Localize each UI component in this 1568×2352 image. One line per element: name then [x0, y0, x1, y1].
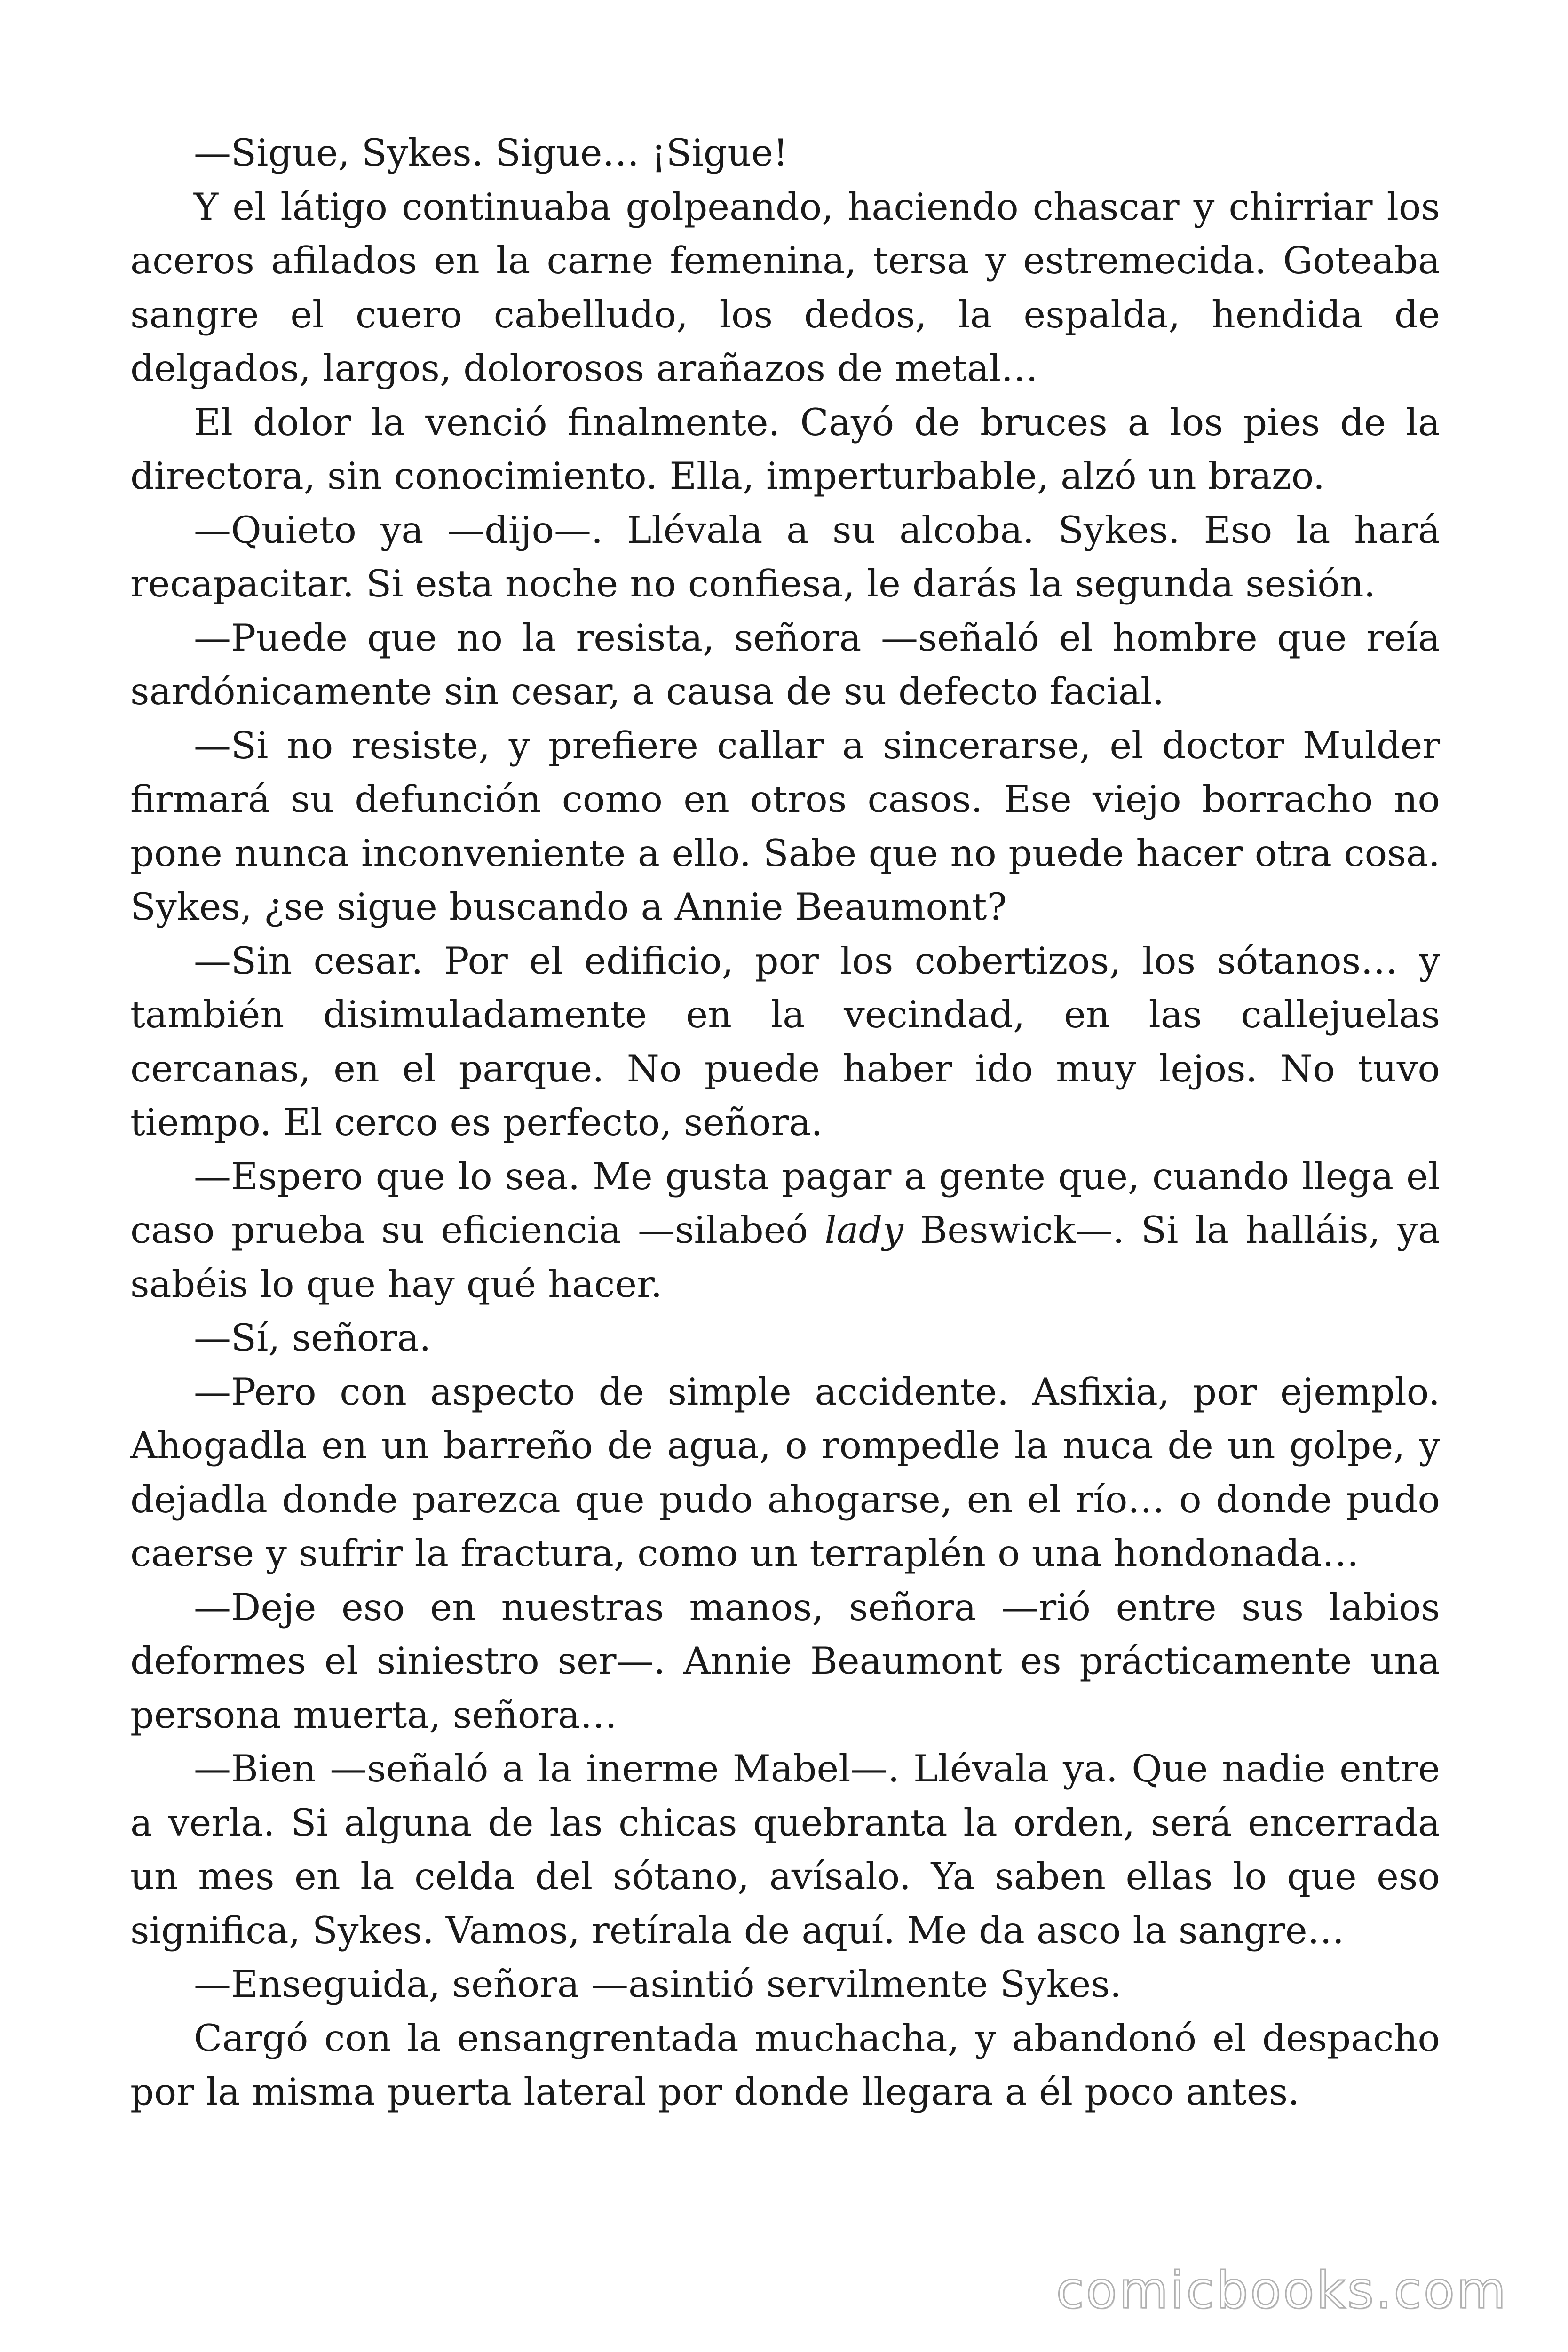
paragraph: —Sin cesar. Por el edificio, por los cobertizos, los sótanos… y también disimuladamente en la vecindad, en las callejuelas cercanas, en el parque. No puede haber ido muy lejos. No tuvo tiempo. El cerco es perfecto, señora.: [130, 939, 1440, 1144]
paragraph: —Bien —señaló a la inerme Mabel—. Llévala ya. Que nadie entre a verla. Si alguna de las chicas quebranta la orden, será encerrada un mes en la celda del sótano, avísalo. Ya saben ellas lo que eso significa, Sykes. Vamos, retírala de aquí. Me da asco la sangre…: [130, 1747, 1440, 1952]
paragraph: —Sí, señora.: [194, 1316, 431, 1359]
paragraph: —Puede que no la resista, señora —señaló el hombre que reía sardónicamente sin cesar, a causa de su defecto facial.: [130, 616, 1440, 713]
paragraph: Y el látigo continuaba golpeando, haciendo chascar y chirriar los aceros afilados en la carne femenina, tersa y estremecida. Goteaba sangre el cuero cabelludo, los dedos, la espalda, hendida de delgados, largos, dolorosos arañazos de metal…: [130, 185, 1440, 390]
paragraph: —Deje eso en nuestras manos, señora —rió entre sus labios deformes el siniestro ser—. Annie Beaumont es prácticamente una persona muerta, señora…: [130, 1585, 1440, 1737]
paragraph: —Sigue, Sykes. Sigue… ¡Sigue!: [194, 131, 788, 175]
paragraph-text: —Espero que lo sea. Me gusta pagar a gente que, cuando llega el caso prueba su eficiencia —silabeó: [130, 1154, 1440, 1252]
paragraph: El dolor la venció finalmente. Cayó de bruces a los pies de la directora, sin conocimiento. Ella, imperturbable, alzó un brazo.: [130, 400, 1440, 498]
body-text: [130, 126, 1440, 2119]
paragraph: [130, 1150, 1440, 1311]
paragraph: —Si no resiste, y prefiere callar a sincerarse, el doctor Mulder firmará su defunción como en otros casos. Ese viejo borracho no pone nunca inconveniente a ello. Sabe que no puede hacer otra cosa. Sykes, ¿se sigue buscando a Annie Beaumont?: [130, 723, 1440, 929]
paragraph: Cargó con la ensangrentada muchacha, y abandonó el despacho por la misma puerta lateral por donde llegara a él poco antes.: [130, 2016, 1440, 2114]
paragraph-text: Beswick—. Si la halláis, ya sabéis lo que hay qué hacer.: [130, 1208, 1440, 1306]
paragraph: —Enseguida, señora —asintió servilmente Sykes.: [194, 1963, 1122, 2006]
paragraph: —Pero con aspecto de simple accidente. Asfixia, por ejemplo. Ahogadla en un barreño de agua, o rompedle la nuca de un golpe, y dejadla donde parezca que pudo ahogarse, en el río… o donde pudo caerse y sufrir la fractura, como un terraplén o una hondonada…: [130, 1370, 1440, 1575]
italic-word: lady: [824, 1208, 903, 1252]
paragraph: —Quieto ya —dijo—. Llévala a su alcoba. Sykes. Eso la hará recapacitar. Si esta noche no confiesa, le darás la segunda sesión.: [130, 508, 1440, 605]
watermark: comicbooks.com: [1056, 2261, 1508, 2320]
